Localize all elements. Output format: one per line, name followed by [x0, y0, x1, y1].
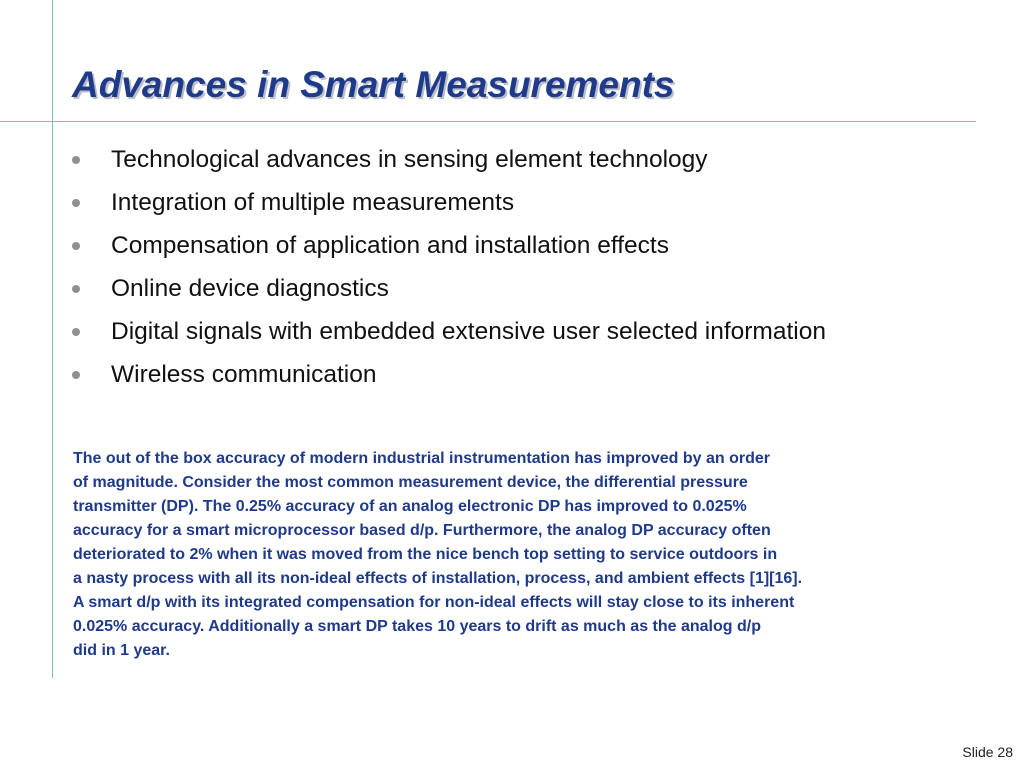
paragraph-line: deteriorated to 2% when it was moved from the nice bench top setting to service outdoors in — [73, 546, 778, 563]
bullet-item — [72, 310, 1002, 353]
slide-number: Slide 28 — [962, 744, 1013, 760]
bullet-text: Compensation of application and installation effects — [111, 231, 669, 259]
bullet-item — [72, 224, 1002, 267]
bullet-text: Wireless communication — [111, 360, 377, 388]
bullet-item — [72, 181, 1002, 224]
vertical-accent-line — [52, 0, 53, 678]
horizontal-accent-line — [0, 121, 976, 122]
paragraph-line: A smart d/p with its integrated compensation for non-ideal effects will stay close to its inherent — [73, 594, 795, 611]
paragraph-line: did in 1 year. — [73, 642, 170, 659]
bullet-dot-icon — [72, 328, 80, 336]
bullet-list — [72, 138, 1002, 396]
bullet-text: Integration of multiple measurements — [111, 188, 515, 216]
bullet-item — [72, 267, 1002, 310]
paragraph-line: transmitter (DP). The 0.25% accuracy of an analog electronic DP has improved to 0.025% — [73, 498, 747, 515]
paragraph-line: a nasty process with all its non-ideal effects of installation, process, and ambient effects [1][16]. — [73, 570, 803, 587]
bullet-dot-icon — [72, 242, 80, 250]
body-paragraph — [73, 447, 1013, 663]
bullet-item — [72, 138, 1002, 181]
bullet-text: Technological advances in sensing element technology — [111, 145, 708, 173]
bullet-item — [72, 353, 1002, 396]
bullet-text: Online device diagnostics — [111, 274, 389, 302]
paragraph-line: accuracy for a smart microprocessor based d/p. Furthermore, the analog DP accuracy often — [73, 522, 771, 539]
slide-title: Advances in Smart Measurements — [72, 64, 675, 105]
paragraph-line: of magnitude. Consider the most common measurement device, the differential pressure — [73, 474, 748, 491]
paragraph-line: 0.025% accuracy. Additionally a smart DP takes 10 years to drift as much as the analog d/p — [73, 618, 761, 635]
bullet-dot-icon — [72, 371, 80, 379]
paragraph-line: The out of the box accuracy of modern industrial instrumentation has improved by an order — [73, 450, 770, 467]
bullet-dot-icon — [72, 285, 80, 293]
bullet-dot-icon — [72, 199, 80, 207]
bullet-dot-icon — [72, 156, 80, 164]
bullet-text: Digital signals with embedded extensive user selected information — [111, 317, 826, 345]
